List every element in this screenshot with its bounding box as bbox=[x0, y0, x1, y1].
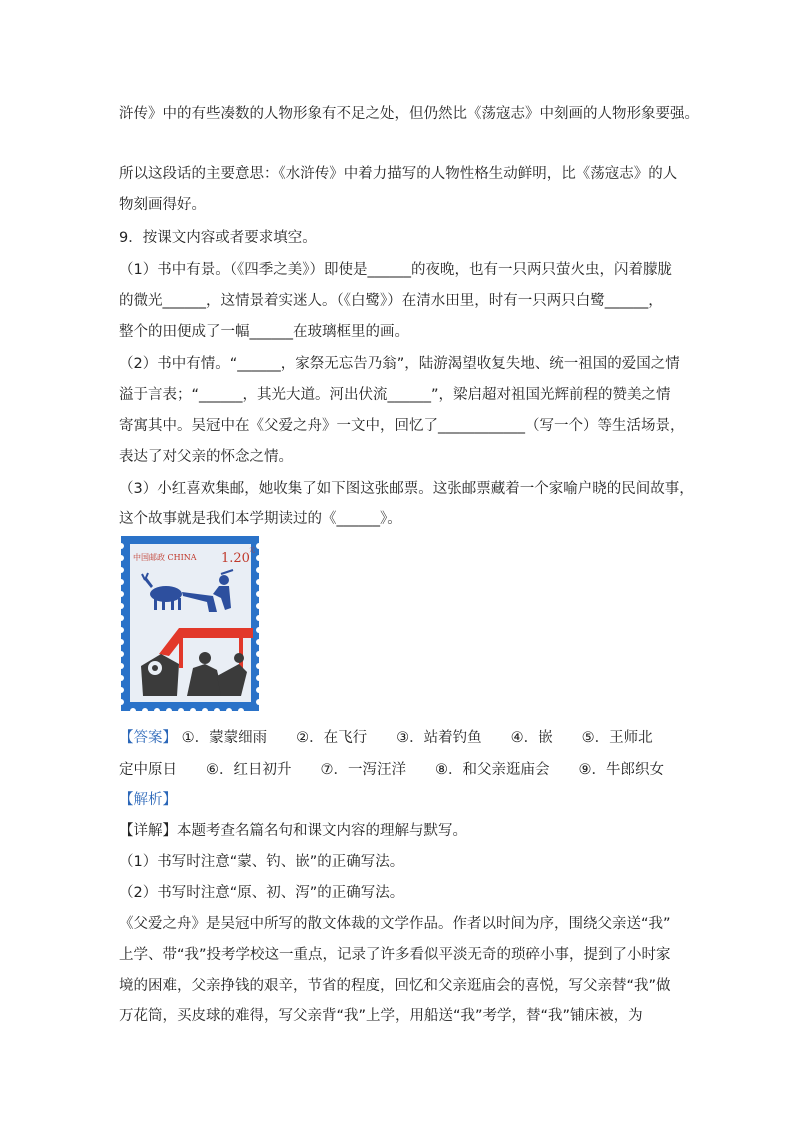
text-line: 表达了对父亲的怀念之情。 bbox=[119, 449, 293, 465]
stamp-unit: 元 bbox=[249, 547, 256, 554]
text-line: （2）书中有情。“______，家祭无忘告乃翁”，陆游渴望收复失地、统一祖国的爱国之情 bbox=[119, 356, 680, 372]
text-line: 这个故事就是我们本学期读过的《______》。 bbox=[119, 511, 402, 527]
detail-line: （2）书写时注意“原、初、泻”的正确写法。 bbox=[119, 885, 405, 901]
stamp-country-label: 中国邮政 CHINA bbox=[133, 553, 197, 562]
answer-line-1 bbox=[119, 728, 653, 748]
text-line: 浒传》中的有些凑数的人物形象有不足之处，但仍然比《荡寇志》中刻画的人物形象要强。 bbox=[119, 106, 699, 122]
answer-label: 【答案】 bbox=[119, 730, 177, 746]
text-line: （3）小红喜欢集邮，她收集了如下图这张邮票。这张邮票藏着一个家喻户晓的民间故事， bbox=[119, 481, 694, 497]
detail-line: 【详解】本题考查名篇名句和课文内容的理解与默写。 bbox=[119, 823, 467, 839]
stamp-value: 1.20 bbox=[221, 551, 250, 566]
detail-line: 《父爱之舟》是吴冠中所写的散文体裁的文学作品。作者以时间为序，围绕父亲送“我” bbox=[119, 916, 671, 932]
detail-line: 上学、带“我”投考学校这一重点，记录了许多看似平淡无奇的琐碎小事，提到了小时家 bbox=[119, 947, 671, 963]
answer-line-2: 定中原日 ⑥．红日初升 ⑦．一泻汪洋 ⑧．和父亲逛庙会 ⑨．牛郎织女 bbox=[119, 762, 664, 778]
text-line: 整个的田便成了一幅______在玻璃框里的画。 bbox=[119, 324, 409, 340]
text-line: 的微光______，这情景着实迷人。（《白鹭》）在清水田里，时有一只两只白鹭______， bbox=[119, 293, 663, 309]
detail-line: 境的困难，父亲挣钱的艰辛，节省的程度，回忆和父亲逛庙会的喜悦，写父亲替“我”做 bbox=[119, 978, 671, 994]
stamp-image bbox=[121, 536, 259, 711]
text-line: （1）书中有景。（《四季之美》）即使是______的夜晚，也有一只两只萤火虫，闪着朦胧 bbox=[119, 262, 672, 278]
text-line: 物刻画得好。 bbox=[119, 197, 206, 213]
text-line: 寄寓其中。吴冠中在《父爱之舟》一文中，回忆了____________（写一个）等生活场景， bbox=[119, 418, 685, 434]
analysis-label: 【解析】 bbox=[119, 792, 177, 808]
detail-line: （1）书写时注意“蒙、钓、嵌”的正确写法。 bbox=[119, 854, 405, 870]
text-line: 溢于言表；“______，其光大道。河出伏流______”，梁启超对祖国光辉前程的赞美之情 bbox=[119, 387, 671, 403]
answer-text: ①．蒙蒙细雨 ②．在飞行 ③．站着钓鱼 ④．嵌 ⑤．王师北 bbox=[181, 730, 653, 746]
question-title: 9．按课文内容或者要求填空。 bbox=[119, 230, 317, 246]
text-line: 所以这段话的主要意思：《水浒传》中着力描写的人物性格生动鲜明，比《荡寇志》的人 bbox=[119, 166, 678, 182]
detail-line: 万花筒，买皮球的难得，写父亲背“我”上学，用船送“我”考学，替“我”铺床被，为 bbox=[119, 1008, 643, 1024]
